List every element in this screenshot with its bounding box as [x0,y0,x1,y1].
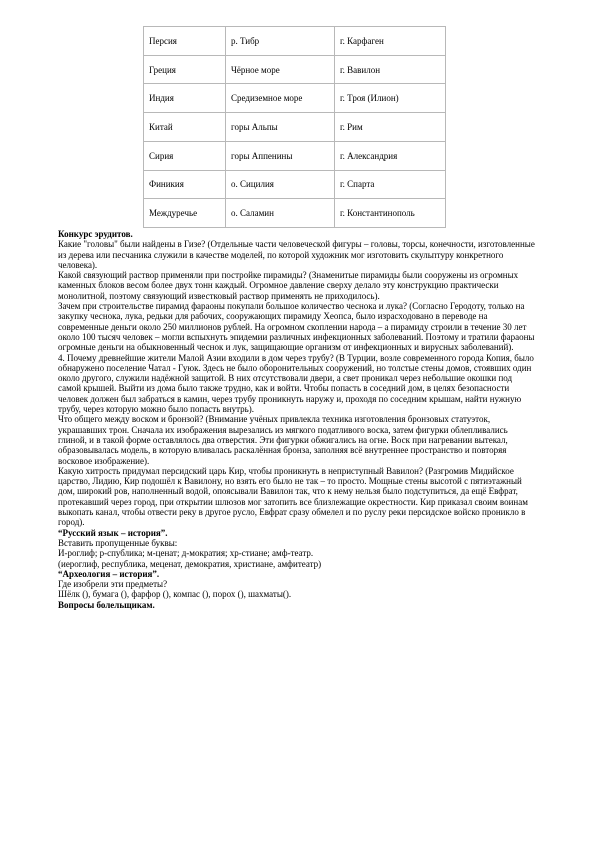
table-cell: г. Спарта [335,170,446,199]
table-cell: г. Карфаген [335,27,446,56]
table-cell: Китай [144,113,226,142]
section-heading: Конкурс эрудитов. [58,229,133,239]
section-heading: Вопросы болельщикам. [58,599,155,610]
table-cell: г. Константинополь [335,199,446,228]
table-row [144,199,446,228]
table-cell: Междуречье [144,199,226,228]
question-paragraph: Зачем при строительстве пирамид фараоны покупали большое количество чеснока и лука? (Согласно Геродоту, только на закупку чеснока, лука, редьки для рабочих, сооружающих пирамиду Хеопса, было израсходовано в переводе на современные деньги около 250 миллионов рублей. На огромном скоплении народа – а пирамиду строили в течение 30 лет около 100 тысяч человек – могли вспыхнуть эпидемии различных инфекционных заболеваний. Поэтому и тратили фараоны огромные деньги на обыкновенный чеснок и лук, защищающие организм от инфекционных и вирусных заболеваний). [58,301,535,353]
question-paragraph: Какие "головы" были найдены в Гизе? (Отдельные части человеческой фигуры – головы, торсы, конечности, изготовленные из дерева или песчаника служили в качестве моделей, по которой художник мог изготовить скульптуру конкретного человека). [58,239,535,270]
table-cell: г. Александрия [335,141,446,170]
task-text: Шёлк (), бумага (), фарфор (), компас (), порох (), шахматы(). [58,589,292,600]
table-row [144,84,446,113]
table-cell: горы Аппенины [226,141,335,170]
task-text: Где изобрели эти предметы? [58,579,168,590]
table-cell: горы Альпы [226,113,335,142]
table-cell: о. Саламин [226,199,335,228]
question-paragraph: 4. Почему древнейшие жители Малой Азии входили в дом через трубу? (В Турции, возле современного города Копия, было обнаружено поселение Чатал - Гуюк. Здесь не было оборонительных сооружений, но толстые стены домов, стоявших один около другого, служили надёжной защитой. В них отсутствовали двери, а свет проникал через небольшие окошки под самой крышей. Выйти из дома было также трудно, как и войти. Чтобы попасть в соседний дом, в целях безопасности человек должен был забраться в камин, через трубу проникнуть наружу и, проходя по соседним крышам, найти нужную трубу, через которую можно было попасть внутрь). [58,352,534,415]
table-cell: р. Тибр [226,27,335,56]
table-cell: Персия [144,27,226,56]
question-paragraph: Какую хитрость придумал персидский царь Кир, чтобы проникнуть в неприступный Вавилон? (Разгромив Мидийское царство, Лидию, Кир подошёл к Вавилону, но взять его было не так – то просто. Мощные стены высотой с пятиэтажный дом, широкий ров, наполненный водой, опоясывали Вавилон так, что к нему нельзя было подступиться, да ещё Евфрат, протекавший через город, при открытии шлюзов мог затопить все близлежащие окрестности. Кир приказал своим воинам выкопать канал, чтобы отвести реку в другое русло, Евфрат сразу обмелел и по руслу реки персидское войско проникло в город). [58,465,528,528]
table-row [144,113,446,142]
section-heading: “Археология – история”. [58,568,160,579]
table-cell: г. Рим [335,113,446,142]
table-cell: о. Сицилия [226,170,335,199]
matching-table [143,26,446,228]
section-heading: “Русский язык – история”. [58,527,168,538]
document-body [58,229,536,610]
table-cell: Сирия [144,141,226,170]
table-cell: Чёрное море [226,55,335,84]
task-text: Вставить пропущенные буквы: [58,537,178,548]
table-cell: Индия [144,84,226,113]
question-paragraph: Какой связующий раствор применяли при постройке пирамиды? (Знаменитые пирамиды были сооружены из огромных каменных блоков весом более двух тонн каждый. Огромное давление сверху делало эту конструкцию практически монолитной, поэтому связующий известковый раствор применять не приходилось). [58,270,519,301]
table-cell: г. Троя (Илион) [335,84,446,113]
table-cell: Греция [144,55,226,84]
table-row [144,27,446,56]
task-text: И-роглиф; р-спублика; м-ценат; д-мократия; хр-стиане; амф-театр. [58,548,314,559]
table-cell: Финикия [144,170,226,199]
table-row [144,141,446,170]
table-cell: Средиземное море [226,84,335,113]
table-row [144,55,446,84]
answer-text: (иероглиф, республика, меценат, демократия, христиане, амфитеатр) [58,558,322,569]
question-paragraph: Что общего между воском и бронзой? (Внимание учёных привлекла техника изготовления бронзовых статуэток, украшавших трон. Сначала их изображения вырезались из мягкого податливого воска, затем фигурки облепливались глиной, и в такой форме оставлялось два отверстия. Эти фигурки обжигались на огне. Воск при нагревании вытекал, образовывалась модель, в которую вливалась раскалённая бронза, заполняя всё внутреннее пространство и повторяя восковое изображение). [58,414,508,466]
table-cell: г. Вавилон [335,55,446,84]
table-row [144,170,446,199]
matching-table-body [144,27,446,228]
